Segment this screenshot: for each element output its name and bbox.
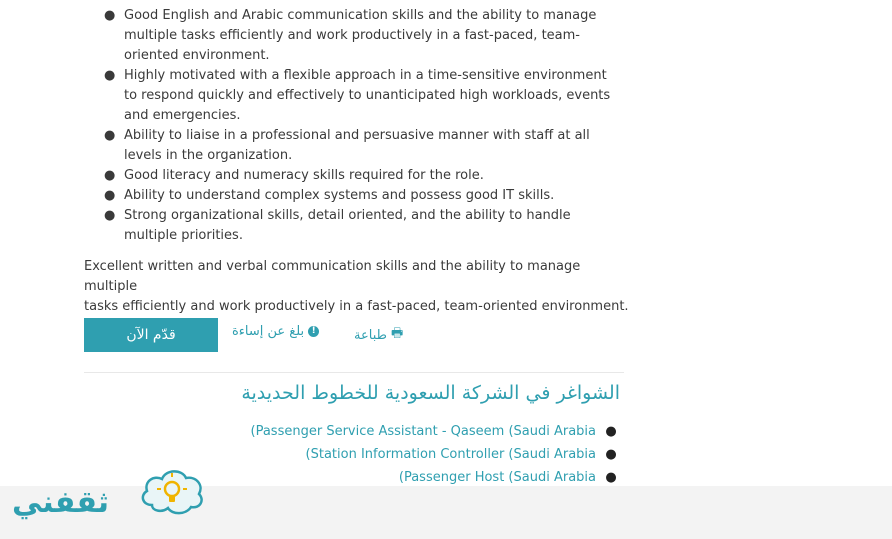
bullet-icon: ● [104, 208, 116, 223]
skill-line: multiple tasks efficiently and work productively in a fast-paced, team- [124, 28, 580, 43]
vacancy-link[interactable]: (Station Information Controller (Saudi Arabia [305, 447, 596, 462]
bullet-icon: ● [104, 128, 116, 143]
skill-line: Ability to liaise in a professional and persuasive manner with staff at all [124, 128, 590, 143]
list-item [84, 66, 624, 126]
summary-paragraph [84, 257, 629, 317]
print-label: طباعة [354, 327, 387, 343]
skill-line: Ability to understand complex systems and possess good IT skills. [124, 188, 555, 203]
list-item [84, 6, 624, 66]
skill-line: Good literacy and numeracy skills required for the role. [124, 168, 484, 183]
apply-now-button[interactable]: قدّم الآن [84, 318, 218, 352]
bullet-icon: ● [104, 68, 116, 83]
vacancy-link[interactable]: (Passenger Host (Saudi Arabia [398, 470, 596, 485]
skill-line: Good English and Arabic communication skills and the ability to manage [124, 8, 597, 23]
skills-list [84, 6, 624, 246]
skill-line: multiple priorities. [124, 228, 243, 243]
exclamation-icon: ! [308, 326, 319, 337]
skill-line: oriented environment. [124, 48, 270, 63]
list-item [84, 206, 624, 246]
summary-line: tasks efficiently and work productively in a fast-paced, team-oriented environment. [84, 299, 629, 314]
bullet-icon: ● [104, 168, 116, 183]
logo-text: ثقفني [12, 485, 110, 520]
skill-line: Strong organizational skills, detail oriented, and the ability to handle [124, 208, 571, 223]
vacancy-link[interactable]: (Passenger Service Assistant - Qaseem (Saudi Arabia [250, 424, 596, 439]
bullet-icon: ● [605, 470, 617, 485]
summary-line: Excellent written and verbal communication skills and the ability to manage multiple [84, 259, 581, 294]
list-item [84, 443, 620, 466]
skill-line: and emergencies. [124, 108, 241, 123]
skill-line: to respond quickly and effectively to unanticipated high workloads, events [124, 88, 611, 103]
list-item [84, 420, 620, 443]
lightbulb-cloud-icon [138, 465, 206, 517]
bullet-icon: ● [605, 424, 617, 439]
vacancies-title: الشواغر في الشركة السعودية للخطوط الحديدية [241, 382, 620, 404]
list-item [84, 126, 624, 166]
bullet-icon: ● [605, 447, 617, 462]
printer-icon: 🖶 [390, 326, 404, 341]
bullet-icon: ● [104, 8, 116, 23]
divider [84, 372, 624, 373]
site-logo[interactable] [12, 465, 207, 531]
bullet-icon: ● [104, 188, 116, 203]
skill-line: Highly motivated with a flexible approach in a time-sensitive environment [124, 68, 607, 83]
report-abuse-link[interactable] [232, 324, 319, 339]
report-abuse-label: بلغ عن إساءة [232, 324, 305, 339]
skill-line: levels in the organization. [124, 148, 293, 163]
list-item [84, 186, 624, 206]
list-item [84, 166, 624, 186]
print-link[interactable] [354, 324, 403, 346]
